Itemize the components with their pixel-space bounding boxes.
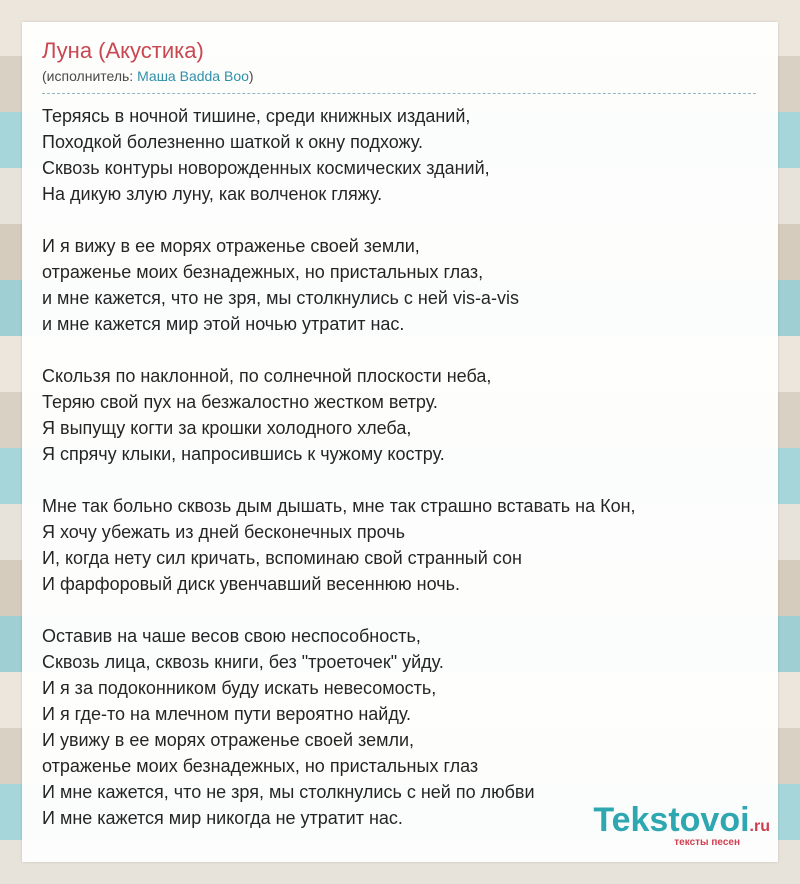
lyric-line: И мне кажется мир никогда не утратит нас.	[42, 808, 403, 828]
lyric-line: На дикую злую луну, как волченок гляжу.	[42, 184, 383, 204]
lyric-line: отраженье моих безнадежных, но пристальных глаз	[42, 756, 479, 776]
lyric-line: И я где-то на млечном пути вероятно найду.	[42, 704, 412, 724]
lyric-line: Скользя по наклонной, по солнечной плоскости неба,	[42, 366, 492, 386]
lyric-line: И я вижу в ее морях отраженье своей земли,	[42, 236, 420, 256]
logo-word: Tekstovoi	[593, 801, 750, 839]
artist-line	[42, 66, 756, 86]
stanza	[42, 233, 762, 337]
lyric-line: И я за подоконником буду искать невесомость,	[42, 678, 437, 698]
lyric-line: Я хочу убежать из дней бесконечных прочь	[42, 522, 405, 542]
artist-prefix: (исполнитель:	[42, 68, 138, 84]
logo-tagline: тексты песен	[674, 837, 740, 848]
artist-suffix: )	[248, 68, 254, 84]
lyric-line: И, когда нету сил кричать, вспоминаю свой странный сон	[42, 548, 522, 568]
header-divider	[42, 93, 756, 94]
stanza	[42, 493, 762, 597]
song-header	[42, 36, 756, 86]
lyric-line: И фарфоровый диск увенчавший весеннюю ночь.	[42, 574, 460, 594]
lyric-line: Сквозь контуры новорожденных космических зданий,	[42, 158, 490, 178]
lyrics-card	[22, 22, 778, 862]
lyric-line: отраженье моих безнадежных, но пристальных глаз,	[42, 262, 484, 282]
lyric-line: Походкой болезненно шаткой к окну подхожу.	[42, 132, 424, 152]
lyric-line: и мне кажется, что не зря, мы столкнулись с ней vis-a-vis	[42, 288, 519, 308]
artist-link[interactable]: Маша Badda Boo	[137, 68, 249, 84]
logo-tld: .ru	[749, 818, 770, 835]
stanza	[42, 623, 762, 831]
lyric-line: И увижу в ее морях отраженье своей земли,	[42, 730, 415, 750]
lyric-line: Я выпущу когти за крошки холодного хлеба,	[42, 418, 412, 438]
lyric-line: Теряясь в ночной тишине, среди книжных изданий,	[42, 106, 471, 126]
lyric-line: и мне кажется мир этой ночью утратит нас.	[42, 314, 405, 334]
site-logo[interactable]	[593, 802, 770, 848]
lyric-line: И мне кажется, что не зря, мы столкнулись с ней по любви	[42, 782, 535, 802]
lyric-line: Теряю свой пух на безжалостно жестком ветру.	[42, 392, 438, 412]
lyric-line: Мне так больно сквозь дым дышать, мне так страшно вставать на Кон,	[42, 496, 636, 516]
lyrics-body	[42, 103, 762, 857]
song-title: Луна (Акустика)	[42, 38, 204, 63]
lyric-line: Я спрячу клыки, напросившись к чужому костру.	[42, 444, 445, 464]
lyric-line: Сквозь лица, сквозь книги, без "троеточек" уйду.	[42, 652, 444, 672]
stanza	[42, 363, 762, 467]
stanza	[42, 103, 762, 207]
lyric-line: Оставив на чаше весов свою неспособность,	[42, 626, 421, 646]
